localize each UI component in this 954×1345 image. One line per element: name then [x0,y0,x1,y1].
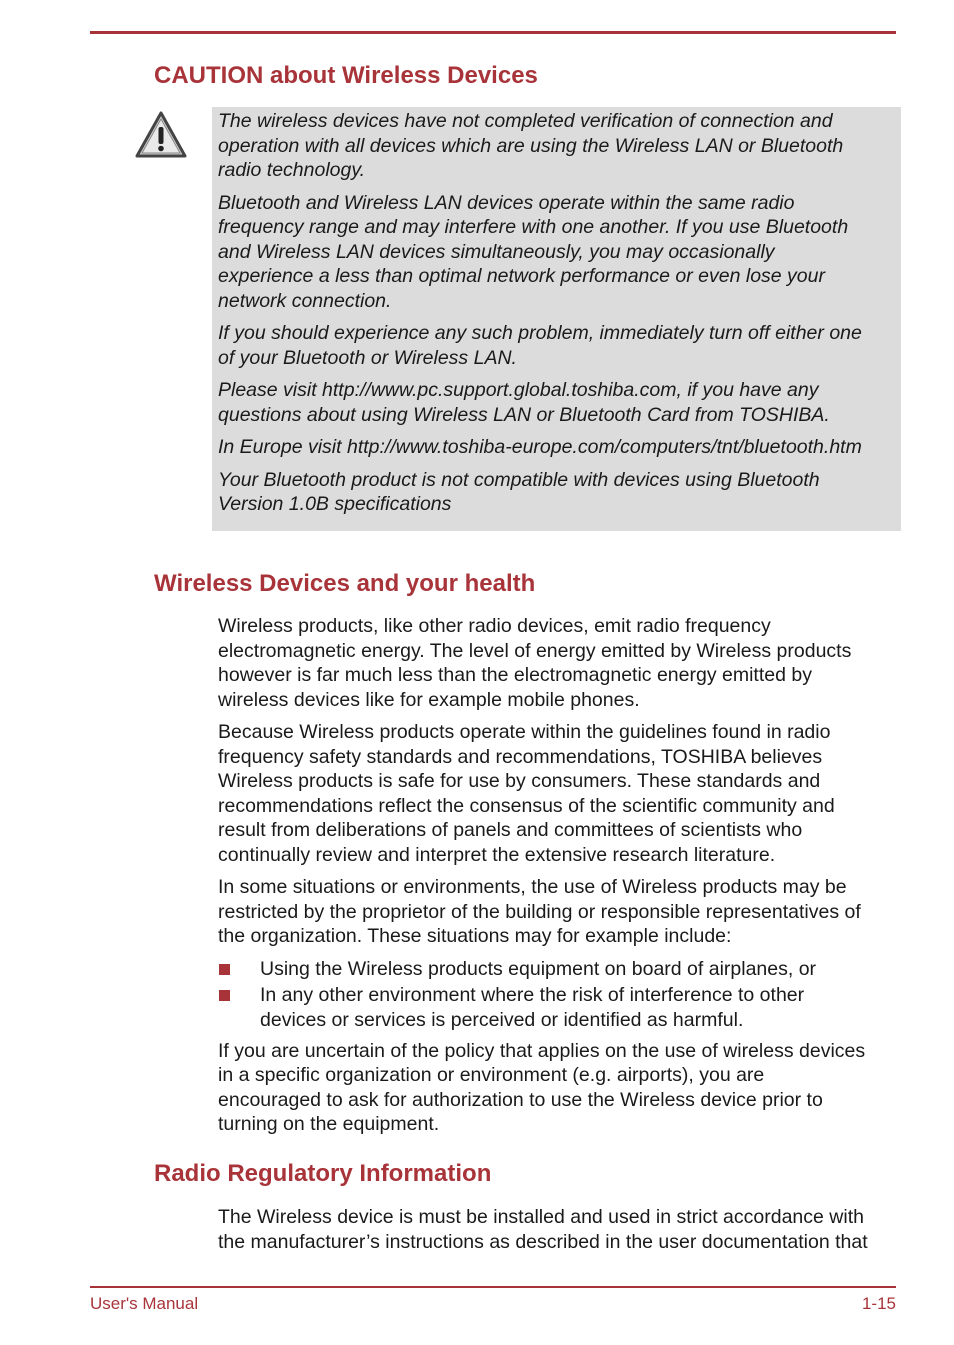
caution-paragraph: If you should experience any such problem, immediately turn off either one of your Bluetooth or Wireless LAN. [218,322,862,369]
health-paragraph: In some situations or environments, the use of Wireless products may be restricted by the proprietor of the building or responsible representatives of the organization. These situations may for example include: [218,876,861,947]
footer-page-number: 1-15 [861,1294,896,1313]
list-item-text: In any other environment where the risk of interference to other devices or services is perceived or identified as harmful. [260,983,805,1031]
caution-box [212,107,901,531]
top-rule [90,31,896,34]
caution-heading: CAUTION about Wireless Devices [154,62,538,89]
health-paragraph: Wireless products, like other radio devices, emit radio frequency electromagnetic energy. The level of energy emitted by Wireless products however is far much less than the electromagnetic energy emitted by wireless devices like for example mobile phones. [218,615,852,711]
list-item-text: Using the Wireless products equipment on board of airplanes, or [260,957,817,980]
restriction-list [218,957,908,1033]
health-heading: Wireless Devices and your health [154,570,536,597]
list-item [218,983,908,1033]
caution-paragraph: Please visit http://www.pc.support.global.toshiba.com, if you have any questions about using Wireless LAN or Bluetooth Card from TOSHIBA. [218,379,830,426]
radio-paragraph: The Wireless device is must be installed and used in strict accordance with the manufacturer’s instructions as described in the user documentation that [218,1206,868,1253]
caution-paragraph: Your Bluetooth product is not compatible with devices using Bluetooth Version 1.0B specifications [218,468,820,515]
caution-paragraph: Bluetooth and Wireless LAN devices operate within the same radio frequency range and may interfere with one another. If you use Bluetooth and Wireless LAN devices simultaneously, you may occasionally experience a less than optimal network performance or even lose your network connection. [218,191,849,312]
health-paragraph: Because Wireless products operate within the guidelines found in radio frequency safety standards and recommendations, TOSHIBA believes Wireless products is safe for use by consumers. These standards and recommendations reflect the consensus of the scientific community and result from deliberations of panels and committees of scientists who continually review and interpret the extensive research literature. [218,721,835,866]
health-section [218,614,908,1145]
bullet-square-icon [219,990,230,1001]
health-closing-paragraph: If you are uncertain of the policy that applies on the use of wireless devices in a specific organization or environment (e.g. airports), you are encouraged to ask for authorization to use the Wireless device prior to turning on the equipment. [218,1039,866,1135]
caution-paragraph: The wireless devices have not completed verification of connection and operation with all devices which are using the Wireless LAN or Bluetooth radio technology. [218,110,844,181]
radio-heading: Radio Regulatory Information [154,1160,492,1187]
warning-triangle-icon [134,110,188,160]
footer-manual-title: User's Manual [90,1294,199,1313]
caution-paragraph: In Europe visit http://www.toshiba-europe.com/computers/tnt/bluetooth.htm [218,436,862,458]
bullet-square-icon [219,964,230,975]
list-item [218,957,908,982]
radio-section [218,1205,908,1262]
footer-rule [90,1286,896,1288]
